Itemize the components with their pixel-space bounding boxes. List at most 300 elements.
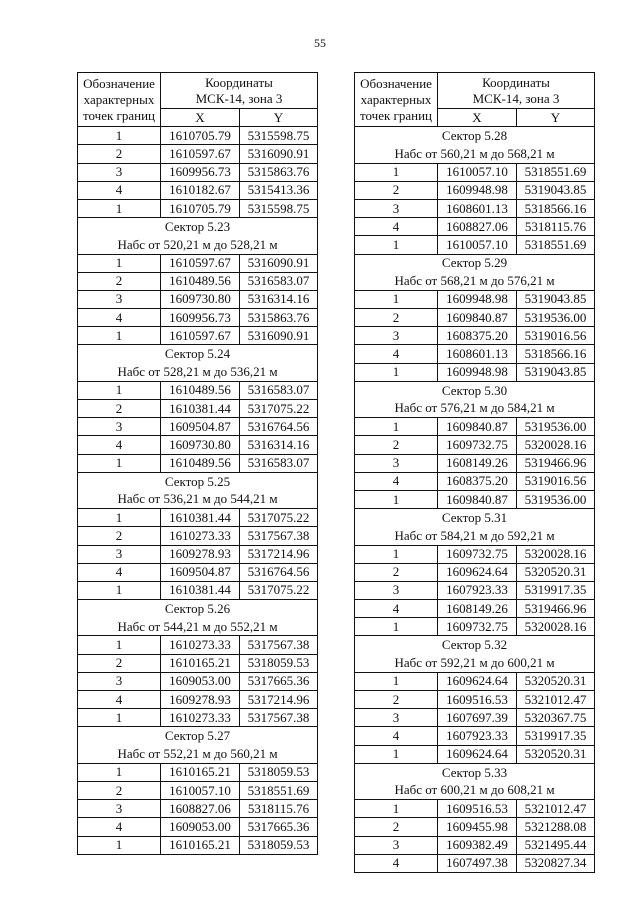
point-number: 3 bbox=[355, 454, 438, 472]
y-coordinate: 5317075.22 bbox=[240, 581, 318, 599]
y-coordinate: 5317665.36 bbox=[240, 672, 318, 690]
x-coordinate: 1610381.44 bbox=[161, 400, 240, 418]
y-coordinate: 5321495.44 bbox=[517, 836, 595, 854]
table-row bbox=[78, 636, 318, 654]
table-row bbox=[78, 654, 318, 672]
point-number: 1 bbox=[78, 763, 161, 781]
point-number: 3 bbox=[78, 545, 161, 563]
point-number: 4 bbox=[78, 818, 161, 836]
x-coordinate: 1610381.44 bbox=[161, 509, 240, 527]
point-number: 1 bbox=[78, 127, 161, 145]
point-number: 2 bbox=[355, 563, 438, 581]
y-coordinate: 5318566.16 bbox=[517, 199, 595, 217]
x-coordinate: 1609455.98 bbox=[438, 818, 517, 836]
table-row bbox=[355, 218, 595, 236]
x-coordinate: 1610165.21 bbox=[161, 654, 240, 672]
point-number: 1 bbox=[355, 490, 438, 508]
x-coordinate: 1610273.33 bbox=[161, 636, 240, 654]
point-number: 1 bbox=[355, 545, 438, 563]
y-header: Y bbox=[517, 109, 595, 127]
table-row bbox=[78, 254, 318, 272]
sector-title-row bbox=[355, 127, 595, 145]
x-coordinate: 1609382.49 bbox=[438, 836, 517, 854]
x-coordinate: 1610489.56 bbox=[161, 272, 240, 290]
point-number: 3 bbox=[355, 327, 438, 345]
x-coordinate: 1609956.73 bbox=[161, 163, 240, 181]
table-row bbox=[78, 800, 318, 818]
sector-title: Сектор 5.28 bbox=[355, 127, 595, 145]
point-number: 2 bbox=[355, 818, 438, 836]
y-coordinate: 5320520.31 bbox=[517, 672, 595, 690]
x-coordinate: 1608375.20 bbox=[438, 472, 517, 490]
header-line: Координаты bbox=[205, 74, 273, 90]
x-coordinate: 1609504.87 bbox=[161, 418, 240, 436]
sector-title: Сектор 5.26 bbox=[78, 600, 318, 618]
y-coordinate: 5319043.85 bbox=[517, 181, 595, 199]
y-coordinate: 5318059.53 bbox=[240, 836, 318, 854]
table-header-row bbox=[355, 73, 595, 109]
x-coordinate: 1610597.67 bbox=[161, 327, 240, 345]
table-row bbox=[355, 727, 595, 745]
table-row bbox=[78, 418, 318, 436]
sector-range: Набс от 560,21 м до 568,21 м bbox=[355, 145, 595, 163]
y-coordinate: 5317567.38 bbox=[240, 527, 318, 545]
table-row bbox=[78, 327, 318, 345]
x-coordinate: 1609948.98 bbox=[438, 290, 517, 308]
point-number: 2 bbox=[78, 400, 161, 418]
y-coordinate: 5319917.35 bbox=[517, 581, 595, 599]
x-coordinate: 1609504.87 bbox=[161, 563, 240, 581]
point-number: 2 bbox=[355, 181, 438, 199]
point-number: 1 bbox=[78, 509, 161, 527]
table-row bbox=[355, 418, 595, 436]
x-coordinate: 1609840.87 bbox=[438, 418, 517, 436]
table-row bbox=[78, 691, 318, 709]
y-coordinate: 5318566.16 bbox=[517, 345, 595, 363]
table-row bbox=[355, 309, 595, 327]
sector-range-row bbox=[355, 527, 595, 545]
y-coordinate: 5315863.76 bbox=[240, 309, 318, 327]
table-row bbox=[355, 600, 595, 618]
table-row bbox=[355, 709, 595, 727]
table-header-row bbox=[78, 73, 318, 109]
point-number: 4 bbox=[78, 691, 161, 709]
sector-title: Сектор 5.31 bbox=[355, 509, 595, 527]
header-line: Обозначение bbox=[83, 75, 155, 91]
x-coordinate: 1608149.26 bbox=[438, 454, 517, 472]
sector-title: Сектор 5.29 bbox=[355, 254, 595, 272]
sector-range: Набс от 528,21 м до 536,21 м bbox=[78, 363, 318, 381]
coordinates-table-right bbox=[354, 72, 595, 873]
y-coordinate: 5316583.07 bbox=[240, 381, 318, 399]
x-coordinate: 1609053.00 bbox=[161, 672, 240, 690]
y-coordinate: 5316764.56 bbox=[240, 563, 318, 581]
x-coordinate: 1610705.79 bbox=[161, 127, 240, 145]
sector-title-row bbox=[355, 636, 595, 654]
table-row bbox=[355, 545, 595, 563]
sector-title-row bbox=[355, 763, 595, 781]
table-row bbox=[355, 490, 595, 508]
table-row bbox=[355, 290, 595, 308]
point-number: 3 bbox=[78, 800, 161, 818]
y-coordinate: 5321012.47 bbox=[517, 691, 595, 709]
table-row bbox=[355, 581, 595, 599]
x-coordinate: 1608601.13 bbox=[438, 199, 517, 217]
y-header: Y bbox=[240, 109, 318, 127]
point-number: 2 bbox=[78, 781, 161, 799]
y-coordinate: 5319043.85 bbox=[517, 363, 595, 381]
table-row bbox=[355, 836, 595, 854]
sector-range-row bbox=[78, 490, 318, 508]
x-coordinate: 1609278.93 bbox=[161, 691, 240, 709]
sector-range-row bbox=[355, 272, 595, 290]
x-coordinate: 1608827.06 bbox=[438, 218, 517, 236]
x-coordinate: 1609730.80 bbox=[161, 290, 240, 308]
table-row bbox=[355, 436, 595, 454]
y-coordinate: 5321012.47 bbox=[517, 800, 595, 818]
table-row bbox=[78, 818, 318, 836]
y-coordinate: 5317214.96 bbox=[240, 691, 318, 709]
x-coordinate: 1610273.33 bbox=[161, 527, 240, 545]
y-coordinate: 5316583.07 bbox=[240, 454, 318, 472]
point-number: 4 bbox=[78, 181, 161, 199]
table-row bbox=[78, 763, 318, 781]
y-coordinate: 5320028.16 bbox=[517, 618, 595, 636]
x-coordinate: 1607497.38 bbox=[438, 854, 517, 872]
x-coordinate: 1609516.53 bbox=[438, 691, 517, 709]
point-number: 1 bbox=[78, 454, 161, 472]
y-coordinate: 5316090.91 bbox=[240, 327, 318, 345]
y-coordinate: 5317567.38 bbox=[240, 709, 318, 727]
header-line: характерных bbox=[360, 91, 432, 107]
x-coordinate: 1608827.06 bbox=[161, 800, 240, 818]
sector-title: Сектор 5.30 bbox=[355, 381, 595, 399]
table-row bbox=[355, 363, 595, 381]
sector-range: Набс от 584,21 м до 592,21 м bbox=[355, 527, 595, 545]
y-coordinate: 5317665.36 bbox=[240, 818, 318, 836]
table-row bbox=[78, 836, 318, 854]
header-line: Координаты bbox=[482, 74, 550, 90]
sector-range-row bbox=[355, 400, 595, 418]
point-number: 3 bbox=[355, 836, 438, 854]
sector-title-row bbox=[355, 381, 595, 399]
x-coordinate: 1609624.64 bbox=[438, 745, 517, 763]
header-line: характерных bbox=[83, 91, 155, 107]
y-coordinate: 5318115.76 bbox=[517, 218, 595, 236]
y-coordinate: 5315863.76 bbox=[240, 163, 318, 181]
point-number: 1 bbox=[78, 327, 161, 345]
table-row bbox=[355, 163, 595, 181]
point-number: 1 bbox=[78, 381, 161, 399]
y-coordinate: 5318551.69 bbox=[240, 781, 318, 799]
y-coordinate: 5319536.00 bbox=[517, 418, 595, 436]
table-row bbox=[355, 345, 595, 363]
point-number: 2 bbox=[78, 527, 161, 545]
y-coordinate: 5316314.16 bbox=[240, 436, 318, 454]
y-coordinate: 5319043.85 bbox=[517, 290, 595, 308]
y-coordinate: 5316764.56 bbox=[240, 418, 318, 436]
sector-range: Набс от 544,21 м до 552,21 м bbox=[78, 618, 318, 636]
sector-title: Сектор 5.25 bbox=[78, 472, 318, 490]
table-row bbox=[78, 290, 318, 308]
x-coordinate: 1609956.73 bbox=[161, 309, 240, 327]
y-coordinate: 5318551.69 bbox=[517, 236, 595, 254]
x-coordinate: 1609278.93 bbox=[161, 545, 240, 563]
x-coordinate: 1608149.26 bbox=[438, 600, 517, 618]
sector-range-row bbox=[78, 236, 318, 254]
table-row bbox=[78, 127, 318, 145]
header-line: МСК-14, зона 3 bbox=[472, 90, 560, 106]
sector-title-row bbox=[78, 345, 318, 363]
point-number: 2 bbox=[78, 272, 161, 290]
x-coordinate: 1607923.33 bbox=[438, 581, 517, 599]
point-number: 3 bbox=[355, 709, 438, 727]
x-coordinate: 1609730.80 bbox=[161, 436, 240, 454]
x-coordinate: 1609624.64 bbox=[438, 563, 517, 581]
y-coordinate: 5318059.53 bbox=[240, 654, 318, 672]
sector-title: Сектор 5.24 bbox=[78, 345, 318, 363]
sector-range: Набс от 600,21 м до 608,21 м bbox=[355, 781, 595, 799]
sector-title-row bbox=[78, 727, 318, 745]
y-coordinate: 5320028.16 bbox=[517, 436, 595, 454]
table-row bbox=[355, 691, 595, 709]
table-row bbox=[78, 436, 318, 454]
point-number: 4 bbox=[355, 600, 438, 618]
sector-title-row bbox=[78, 218, 318, 236]
x-coordinate: 1608375.20 bbox=[438, 327, 517, 345]
x-coordinate: 1609516.53 bbox=[438, 800, 517, 818]
x-coordinate: 1609948.98 bbox=[438, 181, 517, 199]
point-number: 1 bbox=[78, 581, 161, 599]
sector-title: Сектор 5.33 bbox=[355, 763, 595, 781]
table-row bbox=[78, 181, 318, 199]
y-coordinate: 5319016.56 bbox=[517, 327, 595, 345]
y-coordinate: 5317567.38 bbox=[240, 636, 318, 654]
point-number: 4 bbox=[355, 345, 438, 363]
table-row bbox=[78, 563, 318, 581]
x-coordinate: 1607697.39 bbox=[438, 709, 517, 727]
sector-range-row bbox=[78, 363, 318, 381]
sector-range-row bbox=[78, 618, 318, 636]
y-coordinate: 5317075.22 bbox=[240, 400, 318, 418]
x-header: X bbox=[438, 109, 517, 127]
point-number: 4 bbox=[355, 218, 438, 236]
point-designation-header bbox=[78, 73, 161, 127]
point-number: 1 bbox=[78, 709, 161, 727]
sector-range: Набс от 568,21 м до 576,21 м bbox=[355, 272, 595, 290]
y-coordinate: 5316090.91 bbox=[240, 145, 318, 163]
x-coordinate: 1608601.13 bbox=[438, 345, 517, 363]
point-designation-header bbox=[355, 73, 438, 127]
table-row bbox=[355, 618, 595, 636]
x-coordinate: 1607923.33 bbox=[438, 727, 517, 745]
table-row bbox=[78, 545, 318, 563]
point-number: 2 bbox=[355, 309, 438, 327]
sector-range: Набс от 520,21 м до 528,21 м bbox=[78, 236, 318, 254]
x-coordinate: 1610057.10 bbox=[438, 236, 517, 254]
x-coordinate: 1610182.67 bbox=[161, 181, 240, 199]
point-number: 4 bbox=[355, 472, 438, 490]
point-number: 1 bbox=[355, 618, 438, 636]
y-coordinate: 5315598.75 bbox=[240, 127, 318, 145]
sector-title-row bbox=[78, 472, 318, 490]
y-coordinate: 5320028.16 bbox=[517, 545, 595, 563]
x-coordinate: 1609840.87 bbox=[438, 490, 517, 508]
x-coordinate: 1610057.10 bbox=[438, 163, 517, 181]
y-coordinate: 5319016.56 bbox=[517, 472, 595, 490]
point-number: 4 bbox=[78, 563, 161, 581]
sector-range-row bbox=[355, 781, 595, 799]
sector-range-row bbox=[355, 654, 595, 672]
x-header: X bbox=[161, 109, 240, 127]
sector-range-row bbox=[355, 145, 595, 163]
sector-range: Набс от 592,21 м до 600,21 м bbox=[355, 654, 595, 672]
point-number: 1 bbox=[355, 800, 438, 818]
table-row bbox=[78, 581, 318, 599]
point-number: 1 bbox=[78, 254, 161, 272]
point-number: 4 bbox=[78, 436, 161, 454]
table-row bbox=[78, 781, 318, 799]
y-coordinate: 5319466.96 bbox=[517, 600, 595, 618]
table-row bbox=[78, 199, 318, 217]
table-row bbox=[78, 709, 318, 727]
header-line: точек границ bbox=[82, 107, 156, 123]
y-coordinate: 5321288.08 bbox=[517, 818, 595, 836]
sector-title-row bbox=[78, 600, 318, 618]
sector-range-row bbox=[78, 745, 318, 763]
sector-range: Набс от 536,21 м до 544,21 м bbox=[78, 490, 318, 508]
x-coordinate: 1609840.87 bbox=[438, 309, 517, 327]
coordinates-header bbox=[438, 73, 595, 109]
y-coordinate: 5319466.96 bbox=[517, 454, 595, 472]
table-row bbox=[78, 400, 318, 418]
point-number: 3 bbox=[78, 290, 161, 308]
x-coordinate: 1610381.44 bbox=[161, 581, 240, 599]
table-row bbox=[355, 854, 595, 872]
point-number: 2 bbox=[78, 654, 161, 672]
x-coordinate: 1610705.79 bbox=[161, 199, 240, 217]
point-number: 1 bbox=[78, 636, 161, 654]
sector-title: Сектор 5.23 bbox=[78, 218, 318, 236]
x-coordinate: 1610597.67 bbox=[161, 145, 240, 163]
table-row bbox=[78, 145, 318, 163]
table-row bbox=[78, 272, 318, 290]
y-coordinate: 5317214.96 bbox=[240, 545, 318, 563]
x-coordinate: 1609732.75 bbox=[438, 545, 517, 563]
table-row bbox=[355, 181, 595, 199]
table-row bbox=[355, 327, 595, 345]
table-row bbox=[355, 818, 595, 836]
table-row bbox=[78, 381, 318, 399]
x-coordinate: 1609053.00 bbox=[161, 818, 240, 836]
point-number: 1 bbox=[355, 418, 438, 436]
y-coordinate: 5319536.00 bbox=[517, 490, 595, 508]
sector-range: Набс от 552,21 м до 560,21 м bbox=[78, 745, 318, 763]
table-row bbox=[355, 563, 595, 581]
point-number: 4 bbox=[78, 309, 161, 327]
table-row bbox=[355, 800, 595, 818]
sector-range: Набс от 576,21 м до 584,21 м bbox=[355, 400, 595, 418]
y-coordinate: 5316090.91 bbox=[240, 254, 318, 272]
table-row bbox=[78, 309, 318, 327]
y-coordinate: 5316314.16 bbox=[240, 290, 318, 308]
y-coordinate: 5320520.31 bbox=[517, 563, 595, 581]
y-coordinate: 5319536.00 bbox=[517, 309, 595, 327]
point-number: 1 bbox=[355, 745, 438, 763]
x-coordinate: 1610273.33 bbox=[161, 709, 240, 727]
point-number: 3 bbox=[78, 672, 161, 690]
point-number: 1 bbox=[355, 290, 438, 308]
point-number: 1 bbox=[78, 199, 161, 217]
coordinates-header bbox=[161, 73, 318, 109]
x-coordinate: 1609732.75 bbox=[438, 618, 517, 636]
y-coordinate: 5316583.07 bbox=[240, 272, 318, 290]
point-number: 2 bbox=[355, 691, 438, 709]
table-row bbox=[355, 236, 595, 254]
x-coordinate: 1610057.10 bbox=[161, 781, 240, 799]
point-number: 1 bbox=[78, 836, 161, 854]
point-number: 3 bbox=[355, 581, 438, 599]
y-coordinate: 5315413.36 bbox=[240, 181, 318, 199]
y-coordinate: 5315598.75 bbox=[240, 199, 318, 217]
point-number: 3 bbox=[355, 199, 438, 217]
x-coordinate: 1610165.21 bbox=[161, 763, 240, 781]
table-row bbox=[355, 672, 595, 690]
sector-title-row bbox=[355, 509, 595, 527]
sector-title-row bbox=[355, 254, 595, 272]
table-row bbox=[78, 163, 318, 181]
point-number: 3 bbox=[78, 418, 161, 436]
table-row bbox=[78, 454, 318, 472]
header-line: Обозначение bbox=[360, 75, 432, 91]
y-coordinate: 5320520.31 bbox=[517, 745, 595, 763]
x-coordinate: 1610489.56 bbox=[161, 454, 240, 472]
header-line: МСК-14, зона 3 bbox=[195, 90, 283, 106]
point-number: 1 bbox=[355, 672, 438, 690]
table-row bbox=[355, 454, 595, 472]
y-coordinate: 5320827.34 bbox=[517, 854, 595, 872]
y-coordinate: 5318115.76 bbox=[240, 800, 318, 818]
sector-title: Сектор 5.27 bbox=[78, 727, 318, 745]
point-number: 2 bbox=[355, 436, 438, 454]
point-number: 1 bbox=[355, 236, 438, 254]
sector-title: Сектор 5.32 bbox=[355, 636, 595, 654]
y-coordinate: 5319917.35 bbox=[517, 727, 595, 745]
x-coordinate: 1610165.21 bbox=[161, 836, 240, 854]
y-coordinate: 5318551.69 bbox=[517, 163, 595, 181]
x-coordinate: 1609624.64 bbox=[438, 672, 517, 690]
y-coordinate: 5318059.53 bbox=[240, 763, 318, 781]
coordinates-table-left bbox=[77, 72, 318, 855]
x-coordinate: 1609732.75 bbox=[438, 436, 517, 454]
x-coordinate: 1609948.98 bbox=[438, 363, 517, 381]
x-coordinate: 1610597.67 bbox=[161, 254, 240, 272]
table-row bbox=[78, 672, 318, 690]
point-number: 4 bbox=[355, 854, 438, 872]
header-line: точек границ bbox=[359, 107, 433, 123]
point-number: 1 bbox=[355, 163, 438, 181]
table-row bbox=[78, 509, 318, 527]
point-number: 4 bbox=[355, 727, 438, 745]
y-coordinate: 5320367.75 bbox=[517, 709, 595, 727]
table-row bbox=[355, 199, 595, 217]
table-row bbox=[78, 527, 318, 545]
table-row bbox=[355, 472, 595, 490]
page-number: 55 bbox=[314, 36, 326, 50]
y-coordinate: 5317075.22 bbox=[240, 509, 318, 527]
x-coordinate: 1610489.56 bbox=[161, 381, 240, 399]
point-number: 3 bbox=[78, 163, 161, 181]
